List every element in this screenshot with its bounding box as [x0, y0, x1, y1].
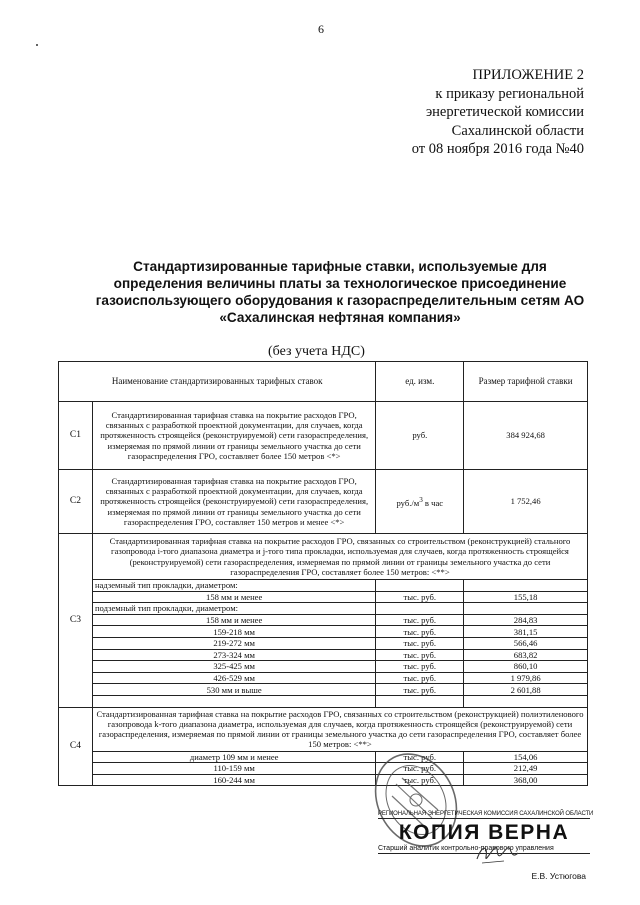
rate-value [464, 695, 588, 707]
rate-value: 384 924,68 [464, 402, 588, 470]
vat-note: (без учета НДС) [268, 344, 365, 359]
rate-code: С3 [59, 534, 93, 708]
diameter-range: 160-244 мм [92, 774, 375, 786]
unit-main: руб./м [396, 497, 420, 508]
scan-speck [36, 44, 38, 46]
rate-value: 683,82 [464, 649, 588, 661]
diameter-range: 219-272 мм [92, 637, 375, 649]
table-row [59, 637, 588, 649]
rate-value: 284,83 [464, 614, 588, 626]
table-row [59, 534, 588, 580]
appendix-line: ПРИЛОЖЕНИЕ 2 [472, 67, 584, 83]
appendix-line: энергетической комиссии [425, 104, 584, 120]
rate-description: Стандартизированная тарифная ставка на покрытие расходов ГРО, связанных со строительством (реконструкцией) полиэтиленового газопровода k-того диапазона диаметра, используемая для случаев, когда протяженность строящейся (реконструируемой) сети газораспределения, измеряемая по прямой линии от границы земельного участка до сети газораспределения ГРО, составляет более 150 метров: <**> [92, 707, 587, 751]
handwritten-signature [474, 841, 520, 867]
table-header-row [59, 362, 588, 402]
diameter-range: 158 мм и менее [92, 614, 375, 626]
rate-unit: тыс. руб. [376, 751, 464, 763]
appendix-line: к приказу региональной [435, 85, 584, 102]
rate-value: 368,00 [464, 774, 588, 786]
table-row [59, 695, 588, 707]
diameter-range: 158 мм и менее [92, 591, 375, 603]
rate-unit: тыс. руб. [376, 626, 464, 638]
tariff-table [58, 361, 588, 786]
diameter-range: 273-324 мм [92, 649, 375, 661]
table-row [59, 470, 588, 534]
diameter-range: 426-529 мм [92, 672, 375, 684]
rate-value: 566,46 [464, 637, 588, 649]
table-row [59, 603, 588, 615]
rate-code: С2 [59, 470, 93, 534]
section-label: подземный тип прокладки, диаметром: [92, 603, 375, 615]
rate-description: Стандартизированная тарифная ставка на покрытие расходов ГРО, связанных с разработкой проектной документации, для случаев, когда протяженность строящейся (реконструируемой) сети газораспределения, измеряемая по прямой линии от границы земельного участка до сети газораспределения ГРО, составляет более 150 метров <*> [92, 402, 375, 470]
table-row [59, 672, 588, 684]
diameter-range: 159-218 мм [92, 626, 375, 638]
certification-authority: РЕГИОНАЛЬНАЯ ЭНЕРГЕТИЧЕСКАЯ КОМИССИЯ САХАЛИНСКОЙ ОБЛАСТИ [378, 811, 594, 817]
rate-value: 1 979,86 [464, 672, 588, 684]
rate-description: Стандартизированная тарифная ставка на покрытие расходов ГРО, связанных с разработкой проектной документации, для случаев, когда протяженность строящейся (реконструируемой) сети газораспределения, измеряемая по прямой линии от границы земельного участка до сети газораспределения ГРО, составляет 150 метров и менее <*> [92, 470, 375, 534]
diameter-range: 325-425 мм [92, 661, 375, 673]
rate-value: 860,10 [464, 661, 588, 673]
rate-unit: тыс. руб. [376, 614, 464, 626]
rate-unit: тыс. руб. [376, 684, 464, 696]
unit-tail: в час [422, 497, 444, 508]
rate-unit [376, 470, 464, 534]
rate-unit: тыс. руб. [376, 637, 464, 649]
rate-unit: руб. [376, 402, 464, 470]
section-label: надземный тип прокладки, диаметром: [92, 580, 375, 592]
header-value: Размер тарифной ставки [464, 362, 588, 402]
header-name: Наименование стандартизированных тарифных ставок [59, 362, 376, 402]
table-row [59, 751, 588, 763]
table-row [59, 684, 588, 696]
diameter-range: 110-159 мм [92, 763, 375, 775]
appendix-header [334, 66, 584, 159]
rate-code: С4 [59, 707, 93, 786]
rate-unit [376, 695, 464, 707]
table-row [59, 763, 588, 775]
rate-unit: тыс. руб. [376, 672, 464, 684]
rate-value: 155,18 [464, 591, 588, 603]
page-number: 6 [318, 22, 324, 36]
certifier-position: Старший аналитик контрольно-правового управления [378, 845, 590, 854]
table-row [59, 707, 588, 751]
table-row [59, 626, 588, 638]
rate-unit: тыс. руб. [376, 591, 464, 603]
rate-value: 1 752,46 [464, 470, 588, 534]
rate-value: 381,15 [464, 626, 588, 638]
unit-superscript: 3 [419, 495, 423, 504]
table-row [59, 649, 588, 661]
rate-value: 2 601,88 [464, 684, 588, 696]
table-row [59, 402, 588, 470]
certified-copy-label: КОПИЯ ВЕРНА [398, 821, 570, 844]
rate-unit: тыс. руб. [376, 774, 464, 786]
table-row [59, 580, 588, 592]
appendix-line: от 08 ноября 2016 года №40 [411, 141, 584, 157]
rate-value: 212,49 [464, 763, 588, 775]
certifier-name: Е.В. Устюгова [531, 871, 586, 881]
appendix-line: Сахалинской области [451, 122, 584, 139]
rate-description: Стандартизированная тарифная ставка на покрытие расходов ГРО, связанных со строительством (реконструкцией) стального газопровода i-того диапазона диаметра и j-того типа прокладки, используемая для случаев, когда протяженность строящейся (реконструируемой) сети газораспределения, измеряемая по прямой линии от границы земельного участка до сети газораспределения ГРО, составляет более 150 метров: <**> [92, 534, 587, 580]
rate-code: С1 [59, 402, 93, 470]
rate-value: 154,06 [464, 751, 588, 763]
table-row [59, 661, 588, 673]
diameter-range: 530 мм и выше [92, 684, 375, 696]
table-row [59, 614, 588, 626]
rate-unit: тыс. руб. [376, 763, 464, 775]
diameter-range: диаметр 109 мм и менее [92, 751, 375, 763]
rate-unit: тыс. руб. [376, 649, 464, 661]
document-title: Стандартизированные тарифные ставки, используемые для определения величины платы за технологическое присоединение газоиспользующего оборудования к газораспределительным сетям АО «Сахалинская нефтяная компания» [95, 259, 585, 325]
header-unit: ед. изм. [376, 362, 464, 402]
diameter-range [92, 695, 375, 707]
table-row [59, 591, 588, 603]
table-row [59, 774, 588, 786]
rate-unit: тыс. руб. [376, 661, 464, 673]
